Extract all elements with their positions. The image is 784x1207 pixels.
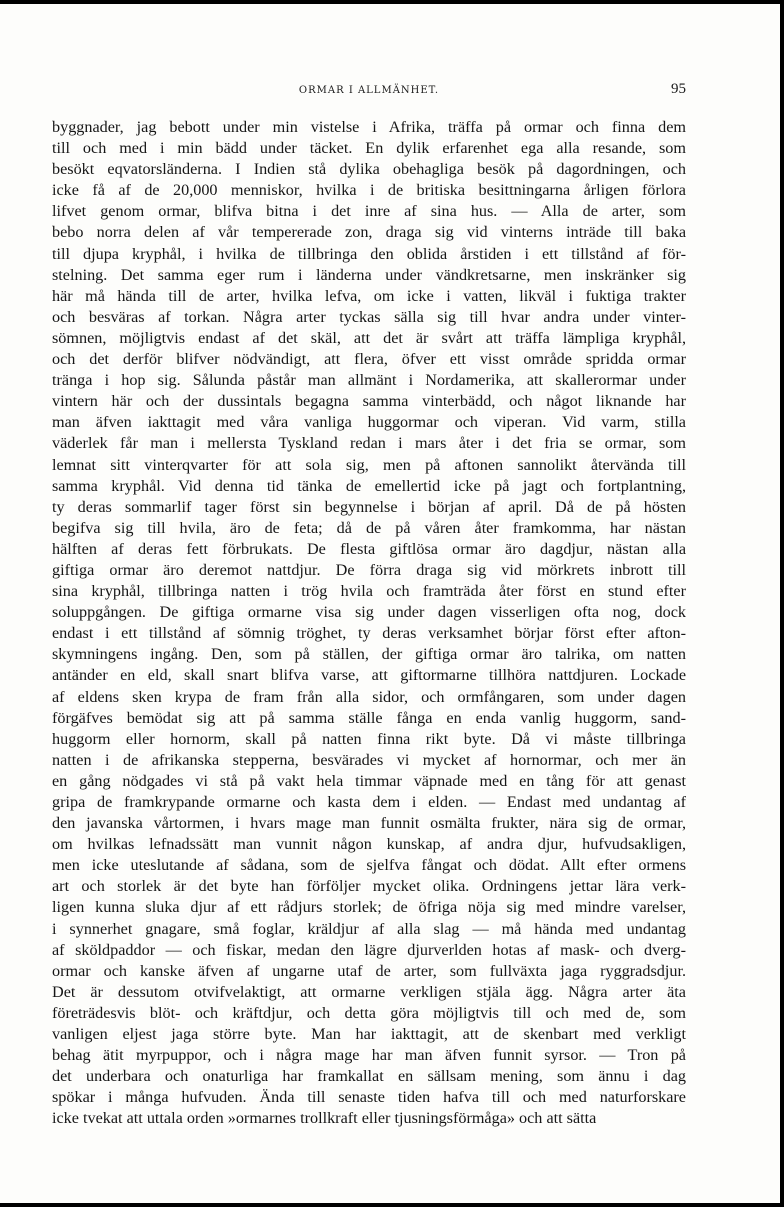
text-line: väderlek får man i mellersta Tyskland redan i mars åter i det fria se ormar, som <box>52 434 686 453</box>
text-line: till och med i min bädd under täcket. En dylik erfarenhet ega alla resande, som <box>52 139 686 158</box>
text-line: spökar i många hufvuden. Ända till senaste tiden hafva till och med naturforskare <box>52 1088 686 1107</box>
text-line: byggnader, jag bebott under min vistelse i Afrika, träffa på ormar och finna dem <box>52 118 686 136</box>
text-line: ormar och kanske äfven af ungarne utaf de arter, som fullväxta jaga ryggradsdjur. <box>52 961 686 980</box>
text-line: ligen kunna sluka djur af ett rådjurs storlek; de öfriga nöja sig med mindre varelser, <box>52 898 686 917</box>
text-line: huggorm eller hornorm, skall på natten finna rikt byte. Då vi måste tillbringa <box>52 729 686 748</box>
text-line: förgäfves bemödat sig att på samma ställe fånga en enda vanlig huggorm, sand- <box>52 708 686 727</box>
text-line: giftiga ormar äro deremot nattdjur. De förra draga sig vid mörkrets inbrott till <box>52 560 686 579</box>
text-line: till djupa kryphål, i hvilka de tillbringa den oblida årstiden i ett tillstånd af för- <box>52 244 686 263</box>
text-line: om hvilkas lefnadssätt man vunnit någon kunskap, af andra djur, hufvudsakligen, <box>52 835 686 854</box>
text-line: begifva sig till hvila, äro de feta; då de på våren åter framkomma, har nästan <box>52 518 686 537</box>
text-line: lemnat sitt vinterqvarter för att sola sig, men på aftonen sannolikt återvända till <box>52 455 686 474</box>
text-line: behag ätit myrpuppor, och i några mage har man äfven funnit syrsor. — Tron på <box>52 1046 686 1065</box>
text-line: det underbara och onaturliga har framkallat en sällsam mening, som ännu i dag <box>52 1067 686 1086</box>
text-line: bebo norra delen af vår tempererade zon, draga sig vid vinterns inträde till baka <box>52 223 686 242</box>
running-head: ORMAR I ALLMÄNHET. <box>298 85 440 96</box>
text-line: endast i ett tillstånd af sömnig tröghet, ty deras verksamhet börjar först efter afton- <box>52 624 686 643</box>
text-line: antänder en eld, skall snart blifva varse, att giftormarne tillhöra nattdjuren. Lockade <box>52 666 686 685</box>
text-line: företrädesvis blöt- och kräftdjur, och detta göra möjligtvis till och med de, som <box>52 1003 686 1022</box>
text-line: lifvet genom ormar, blifva bitna i det inre af sina hus. — Alla de arter, som <box>52 202 686 221</box>
text-line: soluppgången. De giftiga ormarne visa sig under dagen visserligen ofta nog, dock <box>52 603 686 622</box>
page-header <box>52 81 686 101</box>
text-line: och besväras af torkan. Några arter tyckas sälla sig till hvar andra under vinter- <box>52 307 686 326</box>
text-line: ty deras sommarlif tager först sin begynnelse i början af april. Då de på hösten <box>52 497 686 516</box>
text-line: och det derför blifver nödvändigt, att flera, öfver ett visst område spridda ormar <box>52 350 686 369</box>
body-text <box>52 117 686 1130</box>
text-line: sömnen, möjligtvis endast af det skäl, att det är svårt att träffa lämpliga kryphål, <box>52 328 686 347</box>
text-line: besökt eqvatorsländerna. I Indien stå dylika obehagliga besök på dagordningen, och <box>52 160 686 179</box>
text-line: den javanska vårtormen, i hvars mage man funnit osmälta frukter, nära sig de ormar, <box>52 814 686 833</box>
text-line: af sköldpaddor — och fiskar, medan den lägre djurverlden hotas af mask- och dverg- <box>52 940 686 959</box>
text-line: hälften af deras fett förbrukats. De flesta giftlösa ormar äro dagdjur, nästan alla <box>52 539 686 558</box>
text-line: skymningens ingång. Den, som på ställen, der giftiga ormar äro talrika, om natten <box>52 645 686 664</box>
text-line: stelning. Det samma eger rum i länderna under vändkretsarne, men inskränker sig <box>52 265 686 284</box>
text-line: i synnerhet gnagare, små foglar, kräldjur af alla slag — må hända med undantag <box>52 919 686 938</box>
text-line: samma kryphål. Vid denna tid tänka de emellertid icke på jagt och fortplantning, <box>52 476 686 495</box>
book-page <box>0 4 780 1203</box>
text-line: vintern här och der dussintals begagna samma vinterbädd, och något liknande har <box>52 392 686 411</box>
text-line: sina kryphål, tillbringa natten i trög hvila och framträda åter först en stund efter <box>52 582 686 601</box>
text-line: tränga i hop sig. Sålunda påstår man allmänt i Nordamerika, att skallerormar under <box>52 371 686 390</box>
text-line: en gång nödgades vi stå på vakt hela timmar väpnade med en tång för att genast <box>52 771 686 790</box>
text-line: natten i de afrikanska stepperna, besvärades vi mycket af hornormar, och mer än <box>52 750 686 769</box>
text-line: men icke uteslutande af sådana, som de sjelfva fångat och dödat. Allt efter ormens <box>52 856 686 875</box>
text-line: man äfven iakttagit med våra vanliga huggormar och viperan. Vid varm, stilla <box>52 413 686 432</box>
text-line: icke tvekat att uttala orden »ormarnes trollkraft eller tjusningsförmåga» och att sätta <box>52 1109 597 1128</box>
text-line: gripa de framkrypande ormarne och kasta dem i elden. — Endast med undantag af <box>52 793 686 811</box>
text-line: art och storlek är det byte han förföljer mycket olika. Ordningens jettar lära verk- <box>52 877 686 896</box>
text-line: icke få af de 20,000 menniskor, hvilka i de britiska besittningarna årligen förlora <box>52 181 686 200</box>
text-line: vanligen eljest jaga större byte. Man har iakttagit, att de skenbart med verkligt <box>52 1025 686 1044</box>
text-line: af eldens sken krypa de fram från alla sidor, och ormfångaren, som under dagen <box>52 687 686 706</box>
text-line: här må hända till de arter, hvilka lefva, om icke i vatten, likväl i fuktiga trakter <box>52 286 686 305</box>
text-line: Det är dessutom otvifvelaktigt, att ormarne verkligen stjäla ägg. Några arter äta <box>52 982 686 1001</box>
page-number: 95 <box>671 81 686 97</box>
